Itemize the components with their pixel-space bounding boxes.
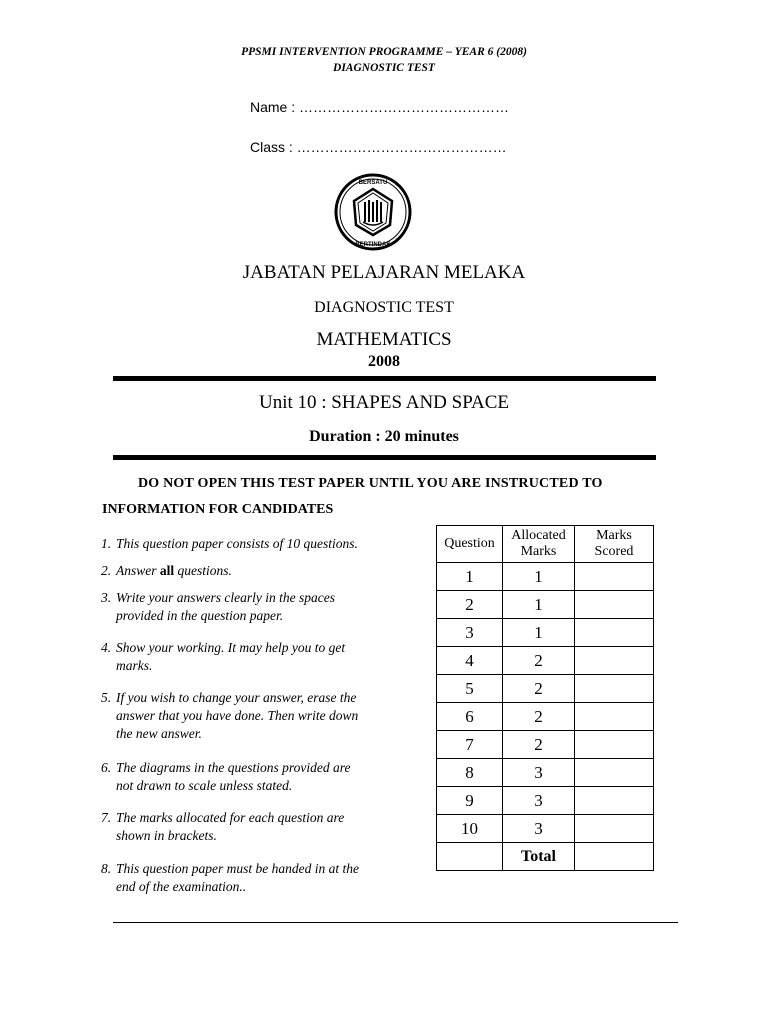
year-title: 2008 xyxy=(368,353,400,370)
instruction-item xyxy=(101,562,401,580)
question-number: 4 xyxy=(437,647,503,675)
marks-scored-cell[interactable] xyxy=(575,731,654,759)
duration-label: Duration : 20 minutes xyxy=(309,428,459,445)
allocated-marks: 3 xyxy=(503,815,575,843)
allocated-marks: 2 xyxy=(503,731,575,759)
scored-header-line: Marks xyxy=(596,528,632,543)
bottom-divider xyxy=(113,455,656,460)
total-score-cell[interactable] xyxy=(575,843,654,871)
department-title: JABATAN PELAJARAN MELAKA xyxy=(242,262,526,283)
allocated-marks: 1 xyxy=(503,619,575,647)
state-crest-icon xyxy=(334,172,412,252)
instruction-text: The marks allocated for each question are xyxy=(116,810,345,825)
instruction-text: Show your working. It may help you to get xyxy=(116,640,346,655)
marks-scored-cell[interactable] xyxy=(575,591,654,619)
instruction-number: 7. xyxy=(101,810,112,825)
table-row xyxy=(437,731,654,759)
allocated-header-line: Allocated xyxy=(511,528,566,543)
allocated-header-line: Marks xyxy=(520,544,557,559)
question-number: 9 xyxy=(437,787,503,815)
instruction-text: The diagrams in the questions provided are xyxy=(116,760,351,775)
scored-header-line: Scored xyxy=(594,544,634,559)
table-row xyxy=(437,787,654,815)
allocated-marks: 2 xyxy=(503,703,575,731)
question-header: Question xyxy=(437,526,503,563)
allocated-marks: 2 xyxy=(503,675,575,703)
test-title: DIAGNOSTIC TEST xyxy=(314,299,454,316)
programme-subtitle: DIAGNOSTIC TEST xyxy=(333,62,435,74)
instruction-emphasis: all xyxy=(159,563,175,578)
instruction-item xyxy=(101,759,401,795)
question-number: 2 xyxy=(437,591,503,619)
warning-text: DO NOT OPEN THIS TEST PAPER UNTIL YOU ARE INSTRUCTED TO xyxy=(138,476,603,491)
instruction-text: If you wish to change your answer, erase the xyxy=(116,690,357,705)
marks-scored-cell[interactable] xyxy=(575,787,654,815)
allocated-marks: 3 xyxy=(503,787,575,815)
crest-bottom-text: BERTINDAK xyxy=(355,242,391,248)
question-number: 8 xyxy=(437,759,503,787)
instruction-item xyxy=(101,639,401,675)
instruction-text: not drawn to scale unless stated. xyxy=(116,778,293,793)
programme-title: PPSMI INTERVENTION PROGRAMME – YEAR 6 (2008) xyxy=(241,46,527,58)
instruction-text: marks. xyxy=(116,658,153,673)
question-number: 1 xyxy=(437,563,503,591)
instruction-text: provided in the question paper. xyxy=(116,608,284,623)
allocated-header xyxy=(503,526,575,563)
allocated-marks: 1 xyxy=(503,563,575,591)
table-row xyxy=(437,759,654,787)
table-row xyxy=(437,591,654,619)
instruction-text: Answer xyxy=(116,563,160,578)
marks-scored-cell[interactable] xyxy=(575,815,654,843)
subject-title: MATHEMATICS xyxy=(316,329,452,350)
instruction-text: Write your answers clearly in the spaces xyxy=(116,590,335,605)
marks-scored-cell[interactable] xyxy=(575,675,654,703)
instruction-number: 2. xyxy=(101,563,112,578)
table-row xyxy=(437,563,654,591)
instruction-item xyxy=(101,689,401,743)
question-number: 5 xyxy=(437,675,503,703)
scored-header xyxy=(575,526,654,563)
class-field[interactable]: Class : ……………………………………… xyxy=(250,139,507,155)
instruction-text: shown in brackets. xyxy=(116,828,217,843)
instruction-item xyxy=(101,535,401,553)
instruction-text: answer that you have done. Then write down xyxy=(116,708,359,723)
question-number: 3 xyxy=(437,619,503,647)
marks-scored-cell[interactable] xyxy=(575,703,654,731)
state-crest-logo xyxy=(334,172,412,252)
instruction-number: 8. xyxy=(101,861,112,876)
instruction-text: end of the examination.. xyxy=(116,879,247,894)
question-number: 10 xyxy=(437,815,503,843)
table-row xyxy=(437,703,654,731)
instruction-number: 1. xyxy=(101,536,112,551)
allocated-marks: 2 xyxy=(503,647,575,675)
instruction-number: 4. xyxy=(101,640,112,655)
unit-title: Unit 10 : SHAPES AND SPACE xyxy=(258,392,510,413)
instruction-text: This question paper consists of 10 questions. xyxy=(116,536,358,551)
instruction-item xyxy=(101,860,401,896)
marks-scored-cell[interactable] xyxy=(575,619,654,647)
allocated-marks: 3 xyxy=(503,759,575,787)
instruction-item xyxy=(101,589,401,625)
marks-table xyxy=(436,525,654,871)
top-divider xyxy=(113,376,656,381)
name-field[interactable]: Name : ……………………………………… xyxy=(250,99,510,115)
instruction-text: the new answer. xyxy=(116,726,202,741)
crest-top-text: BERSATU xyxy=(358,180,388,186)
instruction-text: This question paper must be handed in at the xyxy=(116,861,359,876)
question-number: 6 xyxy=(437,703,503,731)
instruction-number: 5. xyxy=(101,690,112,705)
allocated-marks: 1 xyxy=(503,591,575,619)
total-label: Total xyxy=(503,843,575,871)
instruction-item xyxy=(101,809,401,845)
instruction-number: 6. xyxy=(101,760,112,775)
marks-scored-cell[interactable] xyxy=(575,759,654,787)
table-row xyxy=(437,619,654,647)
info-heading: INFORMATION FOR CANDIDATES xyxy=(102,502,334,517)
table-header-row xyxy=(437,526,654,563)
footer-rule xyxy=(113,922,678,923)
table-row xyxy=(437,647,654,675)
marks-scored-cell[interactable] xyxy=(575,563,654,591)
total-row xyxy=(437,843,654,871)
instruction-text: questions. xyxy=(174,563,232,578)
total-spacer xyxy=(437,843,503,871)
instruction-number: 3. xyxy=(101,590,112,605)
marks-scored-cell[interactable] xyxy=(575,647,654,675)
table-row xyxy=(437,675,654,703)
table-row xyxy=(437,815,654,843)
question-number: 7 xyxy=(437,731,503,759)
